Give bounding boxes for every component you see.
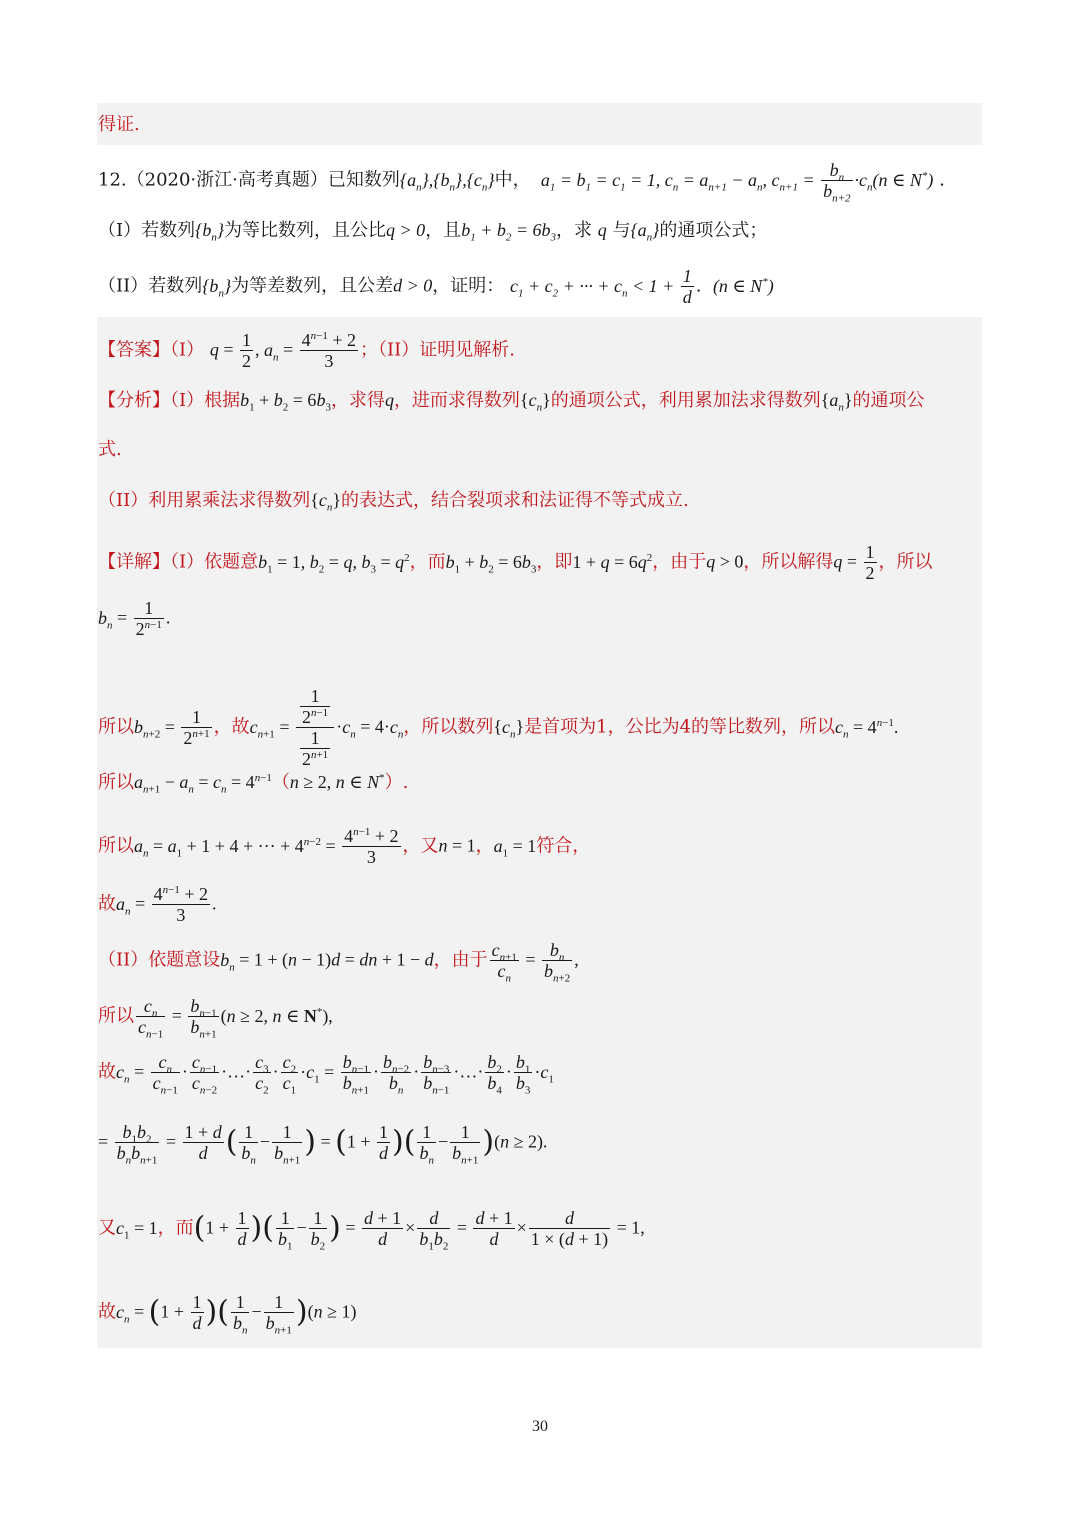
detail-line-6: 故$a_n$ = $\frac{4^{n-1} + 2}{3}$ . xyxy=(98,884,217,925)
detail-label: 【详解】 xyxy=(98,551,170,573)
detail-l1-c: ，即 xyxy=(536,551,573,573)
detail-l4-c: ）. xyxy=(384,772,409,793)
analysis-label: 【分析】 xyxy=(98,390,170,411)
detail-line-2: $b_n$ = $\frac{1}{2^{n-1}}$ . xyxy=(98,598,171,639)
part1-text-f: 的通项公式； xyxy=(659,220,768,241)
detail-l5-a: 所以 xyxy=(98,835,134,857)
analysis-l1-c: ，进而求得数列 xyxy=(393,390,520,411)
analysis-l3-b: 的表达式，结合裂项求和法证得不等式成立. xyxy=(341,490,689,511)
question-12: 12.（2020·浙江·高考真题）已知数列$\{a_n\},\{b_n\},\{c_n\}$中， $a_1 = b_1 = c_1 = 1$, $c_n = a_{n+1} - a_n$, $c_{n+1}$ = $\frac{b_n}{b_{n+2}}$ $\cdot c_n(n$ ∈ N*) . xyxy=(98,160,945,205)
detail-line-9: 故$c_n$ = $\frac{c_n}{c_{n-1}}$ · $\frac{c_{n-1}}{c_{n-2}}$ ·…· $\frac{c_3}{c_2}$ · $\frac{c_2}{c_1}$ $\cdot c_1$ = $\frac{b_{n-1}}{b_{n+1}}$ · $\frac{b_{n-2}}{b_n}$ · $\frac{b_{n-3}}{b_{n-1}}$ ·…· $\frac{b_2}{b_4}$ · $\frac{b_1}{b_3}$ $\cdot c_1$ xyxy=(98,1052,554,1097)
detail-line-1: 【详解】（I）依题意$b_1 = 1$, $b_2 = q$, $b_3 = q^2$，而$b_1 + b_2 = 6b_3$，即$1 + q = 6q^2$，由于q > 0，所以解得q = $\frac{1}{2}$ ，所以 xyxy=(98,542,933,583)
answer-line: 【答案】（I） q = $\frac{1}{2}$ , $a_n$ = $\frac{4^{n-1} + 2}{3}$ ；（II）证明见解析. xyxy=(98,330,515,371)
detail-l8-a: 所以 xyxy=(98,1005,134,1027)
detail-l1-e: ，所以解得 xyxy=(743,551,834,573)
part1-text-a: （I）若数列 xyxy=(98,220,196,241)
analysis-line-1: 【分析】（I）根据$b_1 + b_2 = 6b_3$，求得q，进而求得数列$\{c_n\}$的通项公式，利用累加法求得数列$\{a_n\}$的通项公 xyxy=(98,390,925,414)
detail-line-4: 所以$a_{n+1} - a_n = c_n = 4^{n-1}(n \ge 2$, n ∈ N*）. xyxy=(98,772,409,796)
detail-l3-c: ，所以数列 xyxy=(403,716,494,738)
answer-label: 【答案】 xyxy=(98,339,170,361)
analysis-line-3: （II）利用累乘法求得数列$\{c_n\}$的表达式，结合裂项求和法证得不等式成立. xyxy=(98,490,689,514)
analysis-line-2: 式. xyxy=(98,439,122,460)
detail-l9-a: 故 xyxy=(98,1061,116,1083)
part1-text-b: 为等比数列，且公比 xyxy=(224,220,387,241)
detail-l1-f: ，所以 xyxy=(878,551,933,573)
part2-text-a: （II）若数列 xyxy=(98,275,203,297)
prev-solution-tail: 得证. xyxy=(98,114,140,135)
answer-part1: （I） xyxy=(170,339,205,361)
detail-l6-a: 故 xyxy=(98,893,116,915)
detail-l4-a: 所以 xyxy=(98,772,134,793)
part2-text-b: 为等差数列，且公差 xyxy=(231,275,394,297)
detail-l5-d: 符合， xyxy=(536,835,591,857)
detail-l1-a: （I）依题意 xyxy=(170,551,259,573)
detail-l3-a: 所以 xyxy=(98,716,134,738)
part1-text-e: 与 xyxy=(612,220,631,241)
question-part-2: （II）若数列$\{b_n\}$为等差数列，且公差d > 0，证明： $c_1 + c_2$ + ··· + $c_n < 1$ + $\frac{1}{d}$ . (n ∈ N*) xyxy=(98,266,774,307)
detail-line-10: = $\frac{b_1b_2}{b_nb_{n+1}}$ = $\frac{1 + d}{d}$ ( $\frac{1}{b_n}$ − $\frac{1}{b_{n+1}}$ ) = (1 + $\frac{1}{d}$ )( $\frac{1}{b_n}$ − $\frac{1}{b_{n+1}}$ )(n ≥ 2). xyxy=(98,1122,548,1167)
answer-part2: ；（II）证明见解析. xyxy=(360,339,515,361)
detail-line-8: 所以 $\frac{c_n}{c_{n-1}}$ = $\frac{b_{n-1}}{b_{n+1}}$ (n ≥ 2, n ∈ N*), xyxy=(98,996,333,1041)
detail-l4-b: （ xyxy=(271,772,290,793)
detail-l12-a: 故 xyxy=(98,1301,116,1323)
question-intro-zhong: 中， xyxy=(494,169,531,191)
part2-text-c: ，证明： xyxy=(432,275,505,297)
analysis-l1-a: （I）根据 xyxy=(170,390,241,411)
part1-text-d: ，求 xyxy=(556,220,592,241)
detail-l7-b: ，由于 xyxy=(433,949,488,971)
detail-l5-b: ，又 xyxy=(402,835,439,857)
detail-line-5: 所以$a_n = a_1 + 1 + 4$ + ··· + $4^{n-2}$ = $\frac{4^{n-1} + 2}{3}$ ，又n = 1，$a_1 = 1$符合， xyxy=(98,826,591,867)
detail-l11-a: 又 xyxy=(98,1217,116,1239)
part1-text-c: ，且 xyxy=(425,220,462,241)
detail-l1-d: ，由于 xyxy=(652,551,707,573)
detail-line-7: （II）依题意设$b_n = 1 + (n - 1)d$ = dn + 1 − d，由于 $\frac{c_{n+1}}{c_n}$ = $\frac{b_n}{b_{n+2}}$ , xyxy=(98,940,579,985)
question-part-1: （I）若数列$\{b_n\}$为等比数列，且公比q > 0，且$b_1 + b_2 = 6b_3$，求 q 与$\{a_n\}$的通项公式； xyxy=(98,220,768,244)
detail-l1-b: ，而 xyxy=(409,551,446,573)
analysis-l1-e: 的通项公 xyxy=(852,390,925,411)
question-intro: 12.（2020·浙江·高考真题）已知数列 xyxy=(98,169,400,191)
detail-l7-a: （II）依题意设 xyxy=(98,949,221,971)
detail-line-11: 又$c_1 = 1$，而(1 + $\frac{1}{d}$ )( $\frac{1}{b_1}$ − $\frac{1}{b_2}$ ) = $\frac{d + 1}{d}$ × $\frac{d}{b_1b_2}$ = $\frac{d + 1}{d}$ × $\frac{d}{1 \times (d + 1)}$ = 1, xyxy=(98,1208,645,1253)
detail-l11-b: ，而 xyxy=(157,1217,194,1239)
detail-l5-c: ， xyxy=(475,835,494,857)
analysis-l1-d: 的通项公式，利用累加法求得数列 xyxy=(550,390,821,411)
detail-l3-d: 是首项为1，公比为4的等比数列，所以 xyxy=(524,716,836,738)
detail-line-3: 所以$b_{n+2}$ = $\frac{1}{2^{n+1}}$ ，故$c_{n+1}$ = $\frac{\frac{1}{2^{n-1}}}{\frac{1}{2^{n+1}}}$ $\cdot c_n = 4\cdot c_n$，所以数列$\{c_n\}$是首项为1，公比为4的等比数列，所以$c_n = 4^{n-1}$. xyxy=(98,686,899,769)
analysis-l1-b: ，求得 xyxy=(330,390,385,411)
detail-line-12: 故$c_n = (1$ + $\frac{1}{d}$ )( $\frac{1}{b_n}$ − $\frac{1}{b_{n+1}}$ )(n ≥ 1) xyxy=(98,1292,357,1337)
prev-solution-block xyxy=(97,103,982,145)
analysis-l3-a: （II）利用累乘法求得数列 xyxy=(98,490,311,511)
page-number: 30 xyxy=(532,1418,548,1435)
detail-l3-b: ，故 xyxy=(213,716,250,738)
